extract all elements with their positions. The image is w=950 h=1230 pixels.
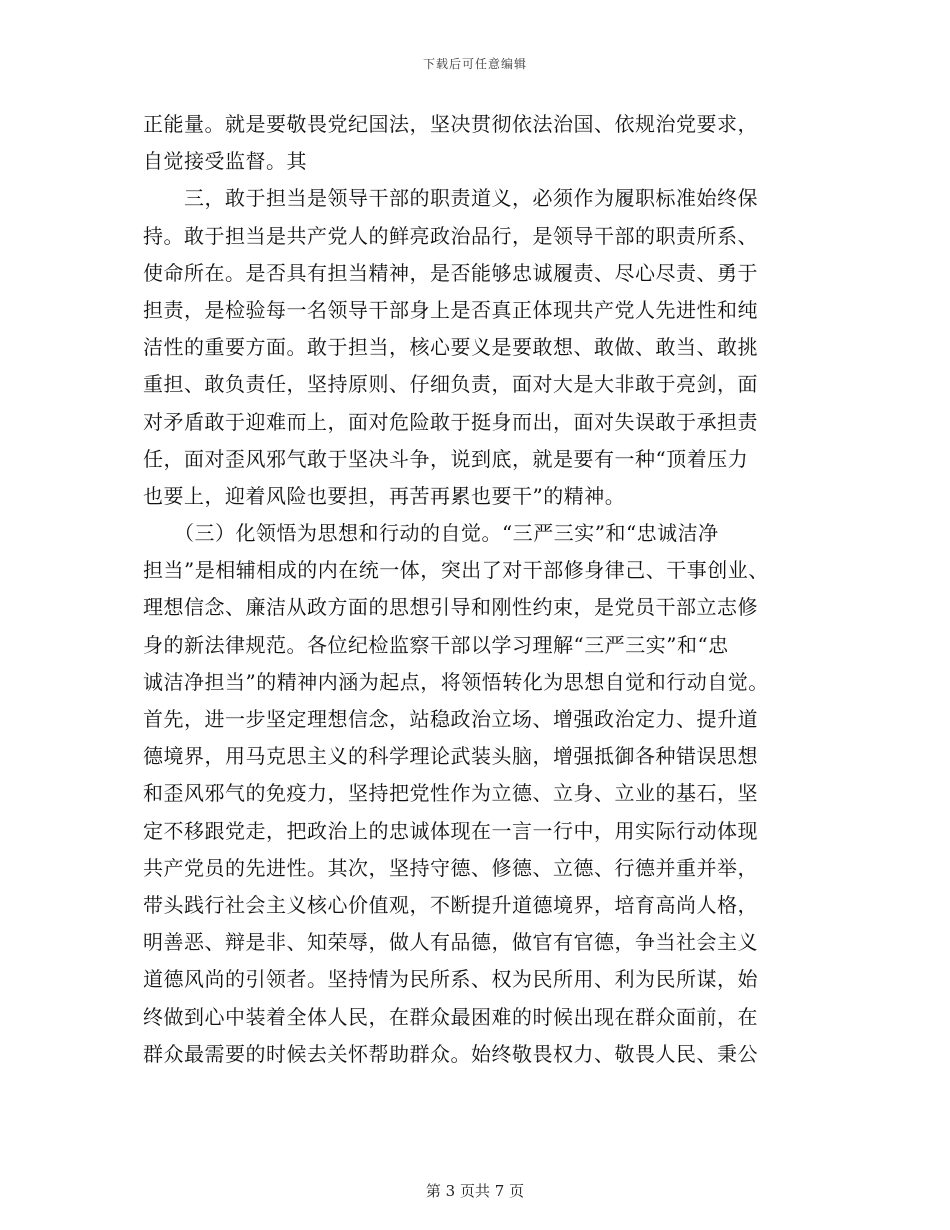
text-line: 和歪风邪气的免疫力，坚持把党性作为立德、立身、立业的基石，坚	[143, 781, 758, 806]
text-line: 道德风尚的引领者。坚持情为民所系、权为民所用、利为民所谋，始	[143, 967, 758, 992]
text-line: 首先，进一步坚定理想信念，站稳政治立场、增强政治定力、提升道	[143, 707, 758, 731]
text-line: （三）化领悟为思想和行动的自觉。“三严三实”和“忠诚洁净	[143, 521, 719, 546]
text-line: 自觉接受监督。其	[143, 149, 307, 174]
text-line: 群众最需要的时候去关怀帮助群众。始终敬畏权力、敬畏人民、秉公	[143, 1041, 758, 1066]
text-line: 正能量。就是要敬畏党纪国法，坚决贯彻依法治国、依规治党要求，	[143, 112, 758, 136]
text-line: 终做到心中装着全体人民，在群众最困难的时候出现在群众面前，在	[143, 1004, 758, 1029]
text-line: 也要上，迎着风险也要担，再苦再累也要干”的精神。	[143, 483, 626, 508]
text-line: 德境界，用马克思主义的科学理论武装头脑，增强抵御各种错误思想	[143, 744, 758, 769]
text-line: 带头践行社会主义核心价值观，不断提升道德境界，培育高尚人格，	[143, 892, 758, 917]
text-line: 理想信念、廉洁从政方面的思想引导和刚性约束，是党员干部立志修	[143, 595, 758, 620]
text-line: 担责，是检验每一名领导干部身上是否真正体现共产党人先进性和纯	[143, 297, 758, 322]
text-line: 使命所在。是否具有担当精神，是否能够忠诚履责、尽心尽责、勇于	[143, 260, 758, 285]
document-body	[143, 106, 823, 1073]
text-line: 重担、敢负责任，坚持原则、仔细负责，面对大是大非敢于亮剑，面	[143, 372, 758, 397]
text-line: 共产党员的先进性。其次，坚持守德、修德、立德、行德并重并举，	[143, 855, 758, 880]
text-line: 持。敢于担当是共产党人的鲜亮政治品行，是领导干部的职责所系、	[143, 223, 758, 248]
text-line: 诚洁净担当”的精神内涵为起点，将领悟转化为思想自觉和行动自觉。	[143, 669, 769, 694]
text-line: 身的新法律规范。各位纪检监察干部以学习理解“三严三实”和“忠	[143, 632, 729, 657]
text-line: 对矛盾敢于迎难而上，面对危险敢于挺身而出，面对失误敢于承担责	[143, 409, 758, 434]
text-line: 三，敢于担当是领导干部的职责道义，必须作为履职标准始终保	[143, 186, 758, 211]
text-line: 明善恶、辩是非、知荣辱，做人有品德，做官有官德，争当社会主义	[143, 930, 758, 955]
text-line: 担当”是相辅相成的内在统一体，突出了对干部修身律己、干事创业、	[143, 558, 769, 583]
text-line: 定不移跟党走，把政治上的忠诚体现在一言一行中，用实际行动体现	[143, 818, 758, 843]
text-line: 任，面对歪风邪气敢于坚决斗争，说到底，就是要有一种“顶着压力	[143, 446, 749, 471]
page-header: 下载后可任意编辑	[422, 57, 527, 71]
text-line: 洁性的重要方面。敢于担当，核心要义是要敢想、敢做、敢当、敢挑	[143, 335, 758, 360]
page-number: 第 3 页共 7 页	[425, 1182, 525, 1200]
